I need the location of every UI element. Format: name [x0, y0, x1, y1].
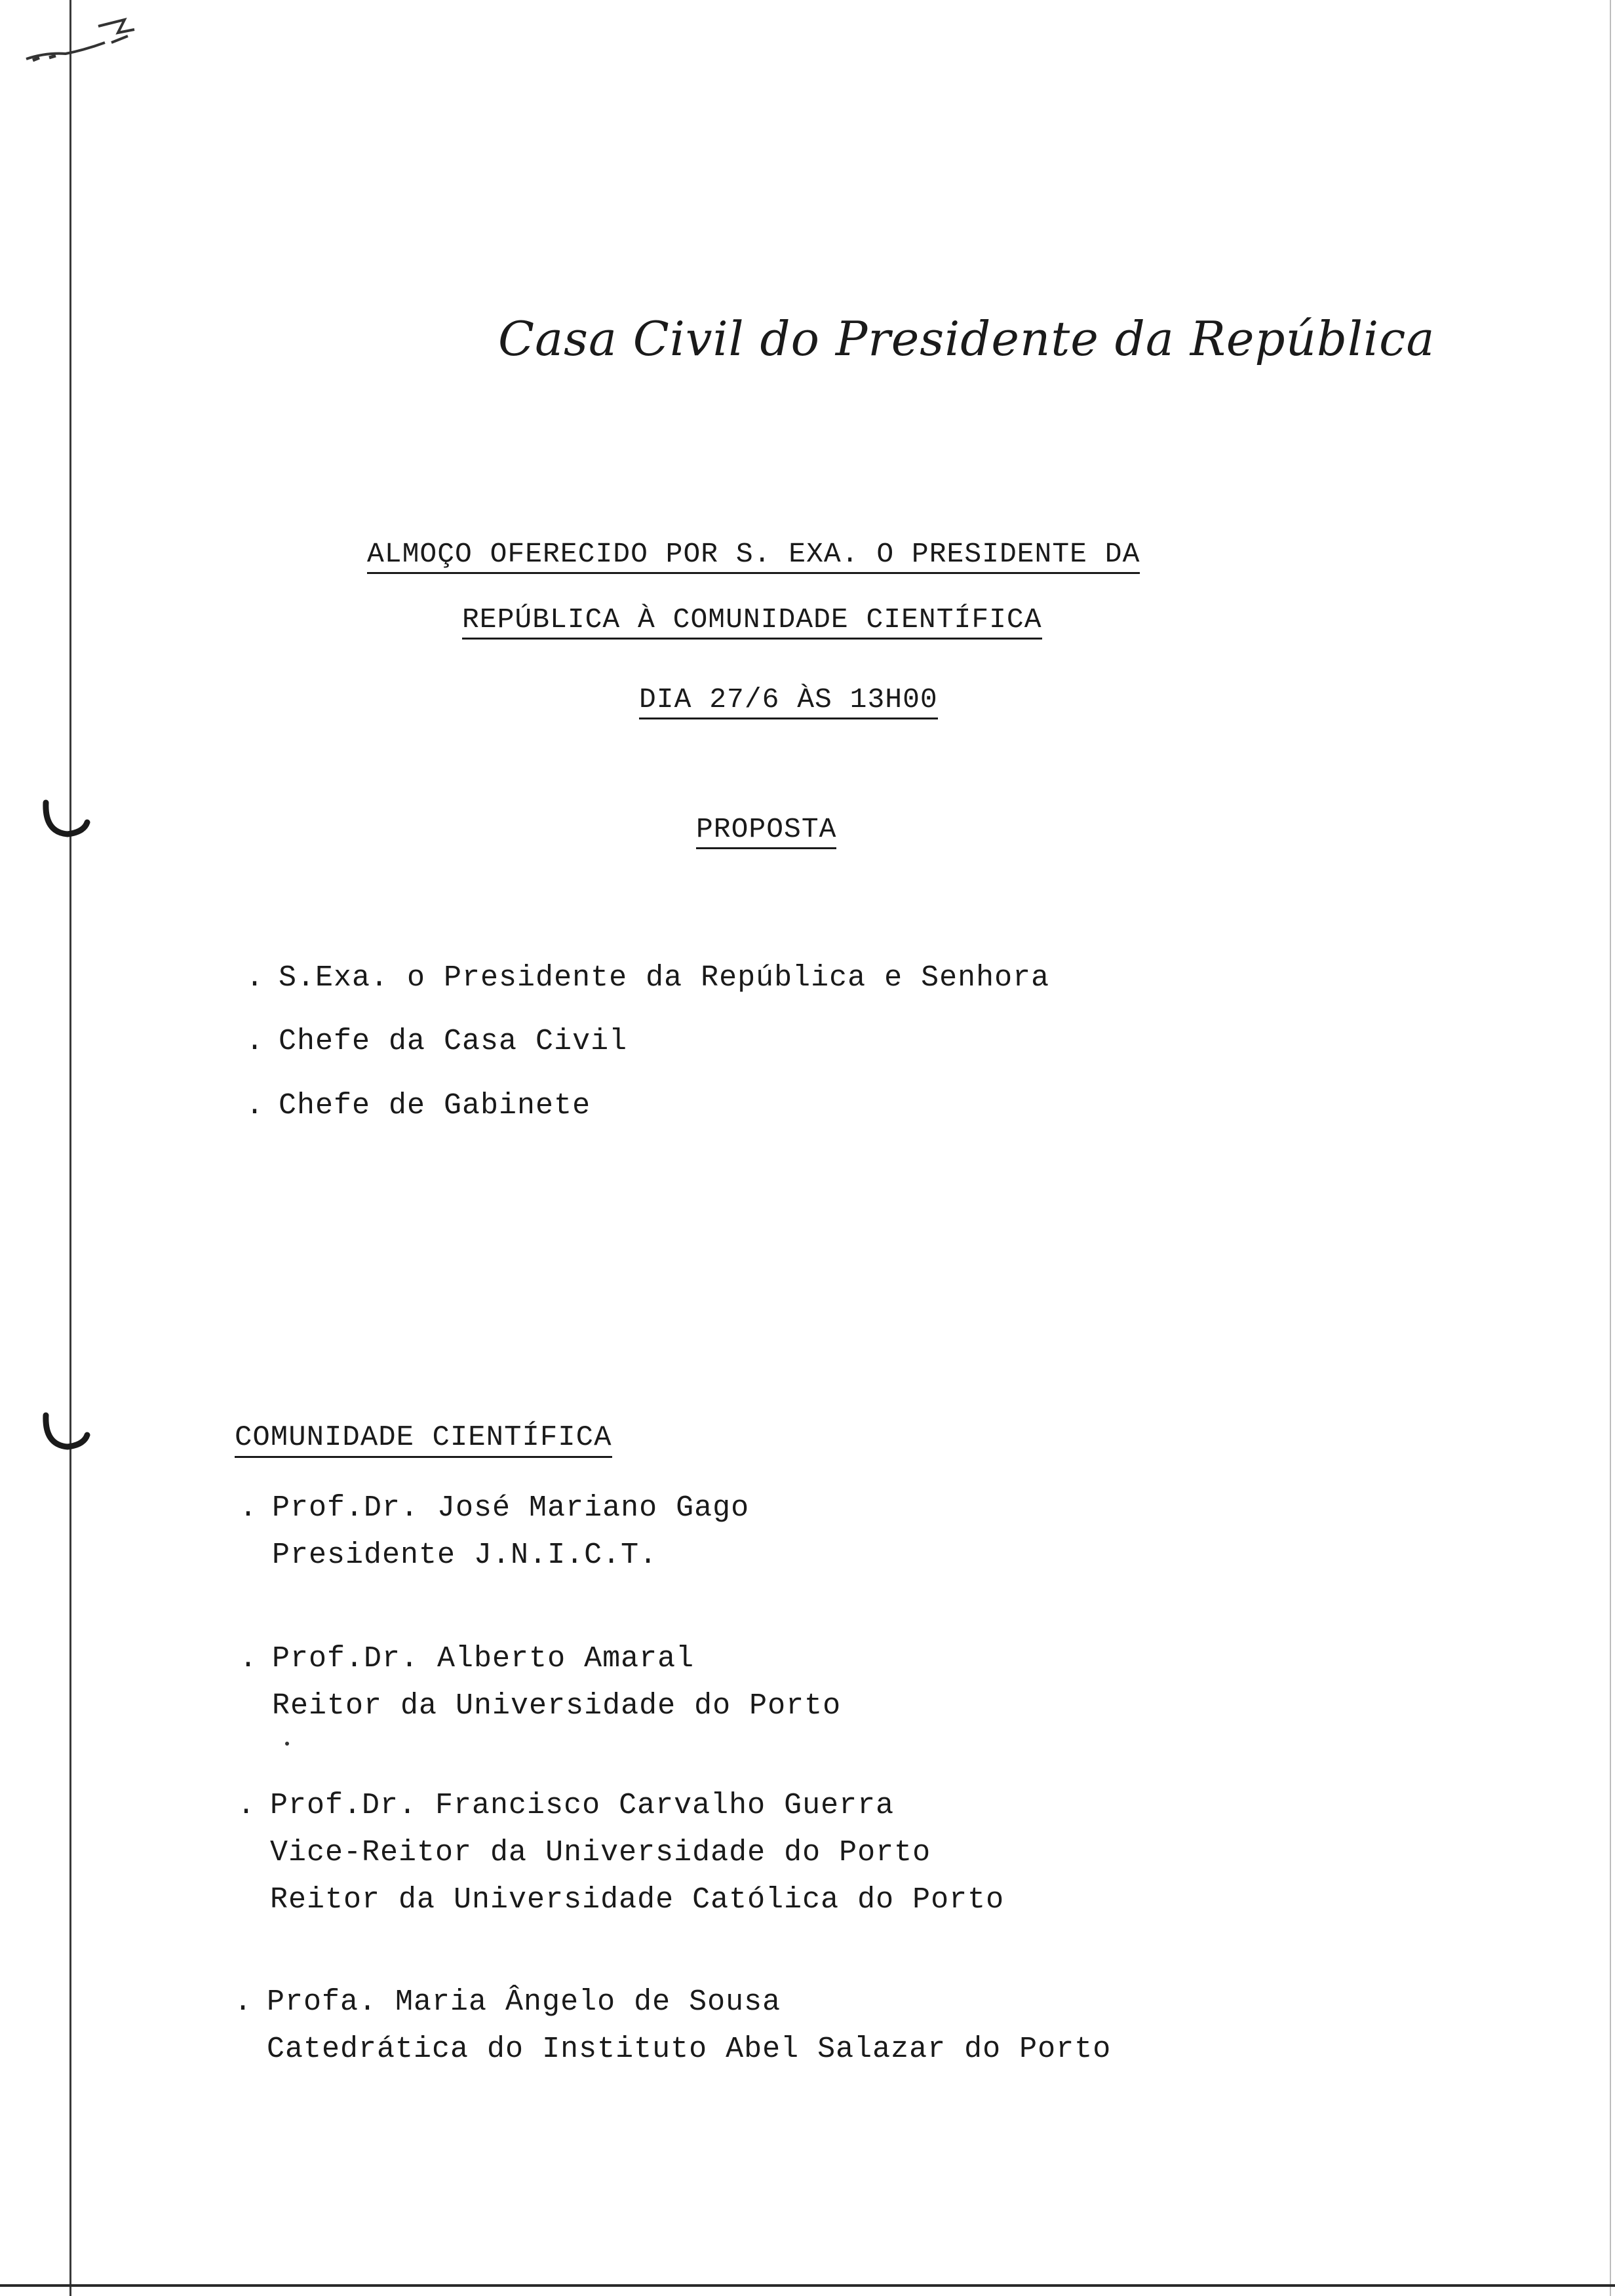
- bullet: .: [239, 1642, 258, 1675]
- binding-hole-mark: [38, 1409, 90, 1455]
- member-name-row: [239, 1636, 841, 1683]
- member-name-row: [234, 1979, 1111, 2026]
- member-role: Catedrática do Instituto Abel Salazar do Porto: [267, 2033, 1112, 2066]
- proposta-heading: PROPOSTA: [696, 814, 836, 849]
- page-bottom-edge: [0, 2284, 1615, 2287]
- member-name: Profa. Maria Ângelo de Sousa: [267, 1985, 781, 2019]
- list-item: [246, 1090, 591, 1122]
- bullet: .: [239, 1491, 258, 1525]
- page-right-edge: [1610, 0, 1611, 2296]
- list-item-text: Chefe de Gabinete: [279, 1089, 591, 1122]
- comunidade-heading: COMUNIDADE CIENTÍFICA: [235, 1422, 612, 1458]
- member-role: Vice-Reitor da Universidade do Porto: [270, 1836, 931, 1869]
- list-item: [246, 1025, 627, 1058]
- member-role: Presidente J.N.I.C.T.: [272, 1539, 658, 1572]
- member-name: Prof.Dr. José Mariano Gago: [272, 1491, 750, 1525]
- letterhead: Casa Civil do Presidente da República: [498, 311, 1435, 366]
- member-name: Prof.Dr. Alberto Amaral: [272, 1642, 695, 1675]
- list-item-text: Chefe da Casa Civil: [279, 1025, 628, 1058]
- bullet: .: [246, 1089, 265, 1122]
- member-entry: [239, 1485, 749, 1579]
- title-date: DIA 27/6 ÀS 13H00: [639, 684, 938, 719]
- title-line-2: REPÚBLICA À COMUNIDADE CIENTÍFICA: [462, 604, 1042, 640]
- list-item: [246, 962, 1049, 995]
- member-name-row: [237, 1782, 1004, 1829]
- stray-ink-dot: [285, 1742, 289, 1746]
- list-item-text: S.Exa. o Presidente da República e Senhora: [279, 961, 1050, 995]
- bullet: .: [246, 1025, 265, 1058]
- member-entry: [234, 1979, 1111, 2073]
- member-role: Reitor da Universidade Católica do Porto: [270, 1883, 1005, 1917]
- title-line-1: ALMOÇO OFERECIDO POR S. EXA. O PRESIDENTE DA: [367, 539, 1140, 574]
- member-entry: [237, 1782, 1004, 1924]
- binding-line: [69, 0, 71, 2296]
- member-name: Prof.Dr. Francisco Carvalho Guerra: [270, 1789, 895, 1822]
- member-name-row: [239, 1485, 749, 1532]
- binding-hole-mark: [38, 796, 90, 842]
- member-role: Reitor da Universidade do Porto: [272, 1689, 842, 1723]
- bullet: .: [246, 961, 265, 995]
- member-entry: [239, 1636, 841, 1730]
- bullet: .: [237, 1789, 256, 1822]
- corner-scribble-mark: [20, 7, 138, 66]
- bullet: .: [234, 1985, 253, 2019]
